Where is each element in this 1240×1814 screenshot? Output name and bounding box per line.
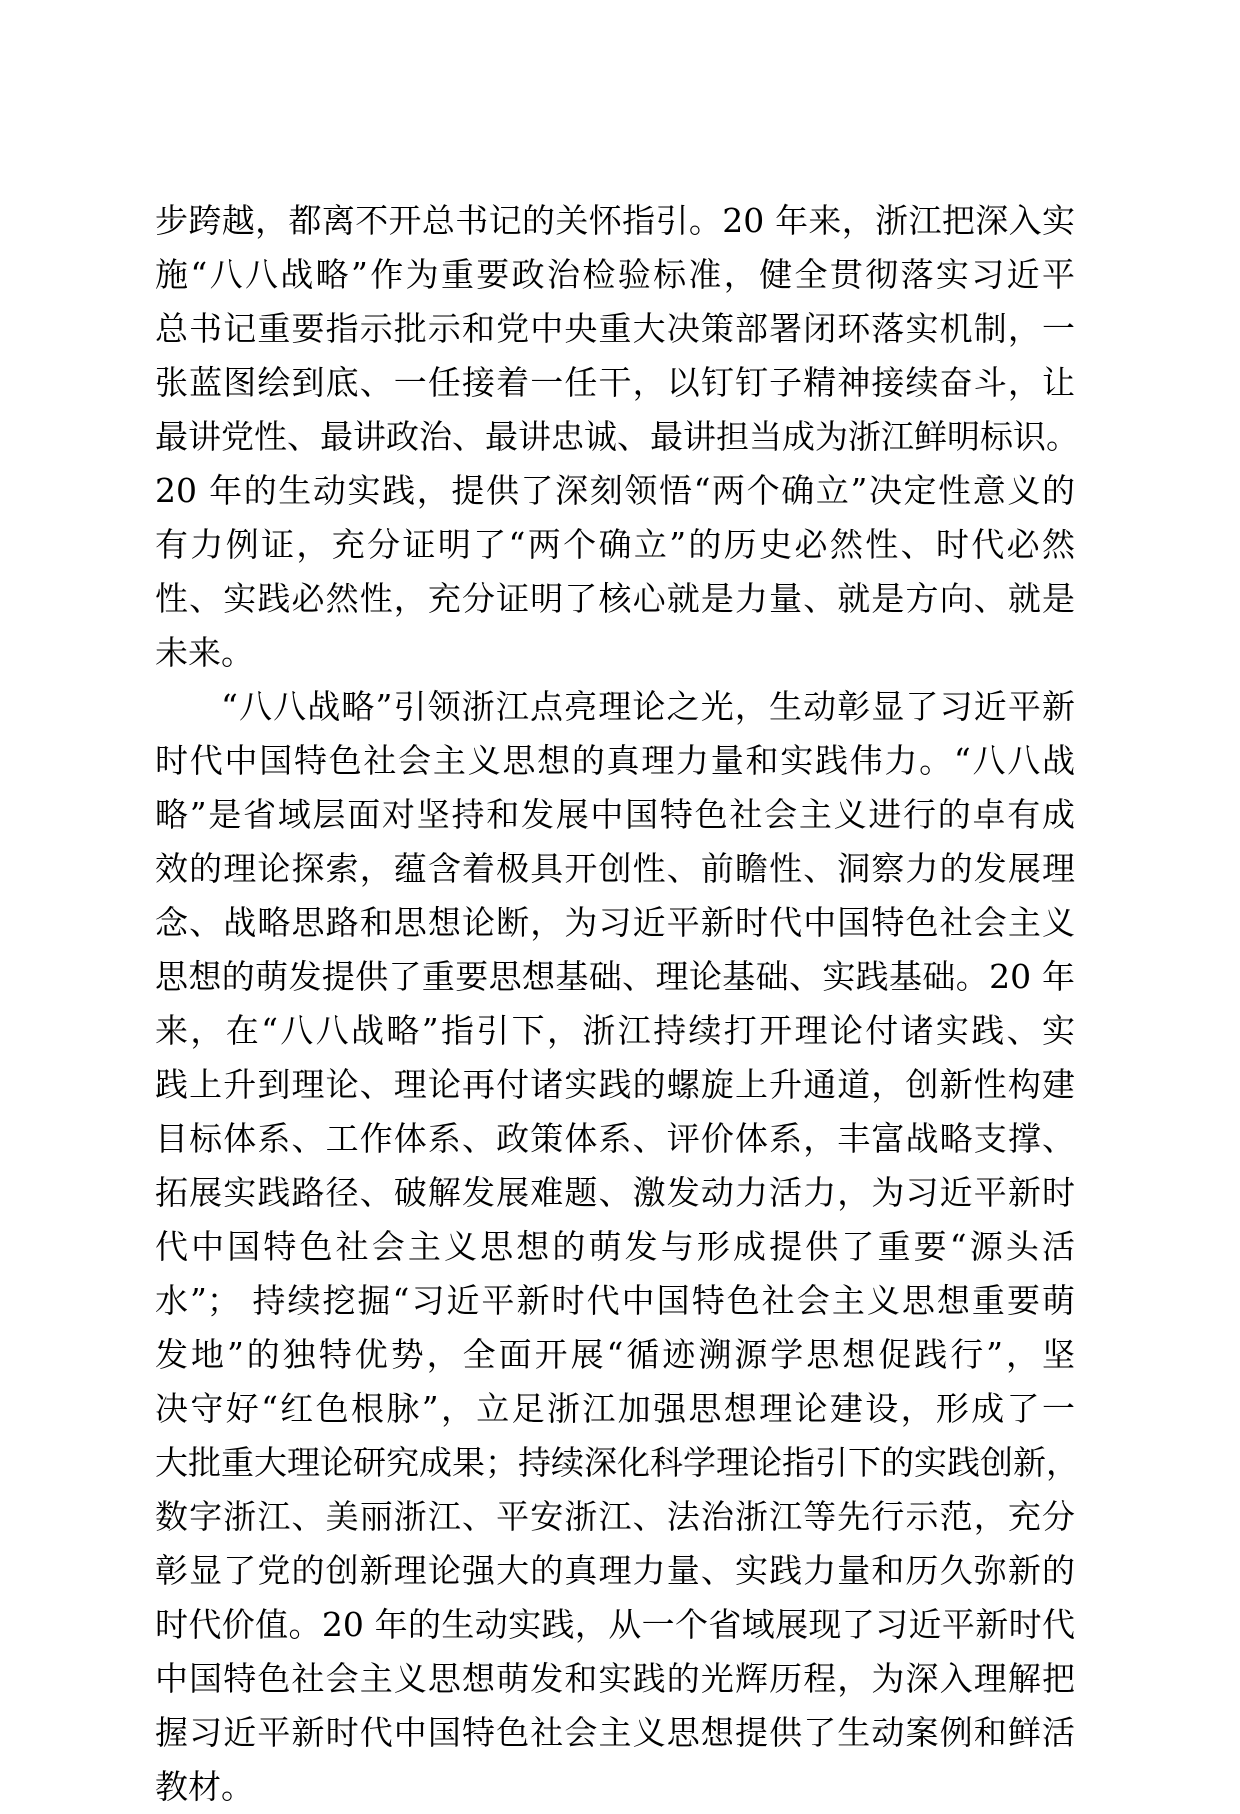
paragraph-2 [155,680,1079,1814]
text-line: “八八战略”引领浙江点亮理论之光，生动彰显了习近平新 [221,687,1075,726]
text-line: 念、战略思路和思想论断，为习近平新时代中国特色社会主义 [155,903,1075,942]
text-line: 20 年的生动实践，提供了深刻领悟“两个确立”决定性意义的 [155,471,1075,510]
text-line: 彰显了党的创新理论强大的真理力量、实践力量和历久弥新的 [155,1551,1075,1590]
text-line: 大批重大理论研究成果；持续深化科学理论指引下的实践创新， [155,1443,1079,1482]
text-line: 发地”的独特优势，全面开展“循迹溯源学思想促践行”，坚 [155,1335,1075,1374]
text-line: 来，在“八八战略”指引下，浙江持续打开理论付诸实践、实 [155,1011,1075,1050]
text-line: 目标体系、工作体系、政策体系、评价体系，丰富战略支撑、 [155,1119,1075,1158]
text-line: 拓展实践路径、破解发展难题、激发动力活力，为习近平新时 [155,1173,1075,1212]
text-line: 未来。 [155,633,254,672]
text-line: 略”是省域层面对坚持和发展中国特色社会主义进行的卓有成 [155,795,1075,834]
text-line: 时代中国特色社会主义思想的真理力量和实践伟力。“八八战 [155,741,1075,780]
text-line: 有力例证，充分证明了“两个确立”的历史必然性、时代必然 [155,525,1075,564]
text-line: 水”； 持续挖掘“习近平新时代中国特色社会主义思想重要萌 [155,1281,1075,1320]
text-line: 践上升到理论、理论再付诸实践的螺旋上升通道，创新性构建 [155,1065,1075,1104]
text-line: 施“八八战略”作为重要政治检验标准，健全贯彻落实习近平 [155,255,1075,294]
text-line: 握习近平新时代中国特色社会主义思想提供了生动案例和鲜活 [155,1713,1075,1752]
text-line: 数字浙江、美丽浙江、平安浙江、法治浙江等先行示范，充分 [155,1497,1075,1536]
body-text [155,194,1079,1814]
text-line: 时代价值。20 年的生动实践，从一个省域展现了习近平新时代 [155,1605,1075,1644]
text-line: 教材。 [155,1767,254,1806]
text-line: 张蓝图绘到底、一任接着一任干，以钉钉子精神接续奋斗，让 [155,363,1075,402]
text-line: 效的理论探索，蕴含着极具开创性、前瞻性、洞察力的发展理 [155,849,1075,888]
text-line: 性、实践必然性，充分证明了核心就是力量、就是方向、就是 [155,579,1075,618]
text-line: 总书记重要指示批示和党中央重大决策部署闭环落实机制，一 [155,309,1075,348]
text-line: 思想的萌发提供了重要思想基础、理论基础、实践基础。20 年 [155,957,1075,996]
text-line: 决守好“红色根脉”，立足浙江加强思想理论建设，形成了一 [155,1389,1075,1428]
text-line: 中国特色社会主义思想萌发和实践的光辉历程，为深入理解把 [155,1659,1075,1698]
text-line: 步跨越，都离不开总书记的关怀指引。20 年来，浙江把深入实 [155,201,1075,240]
text-line: 代中国特色社会主义思想的萌发与形成提供了重要“源头活 [155,1227,1075,1266]
text-line: 最讲党性、最讲政治、最讲忠诚、最讲担当成为浙江鲜明标识。 [155,417,1079,456]
paragraph-1 [155,194,1079,680]
